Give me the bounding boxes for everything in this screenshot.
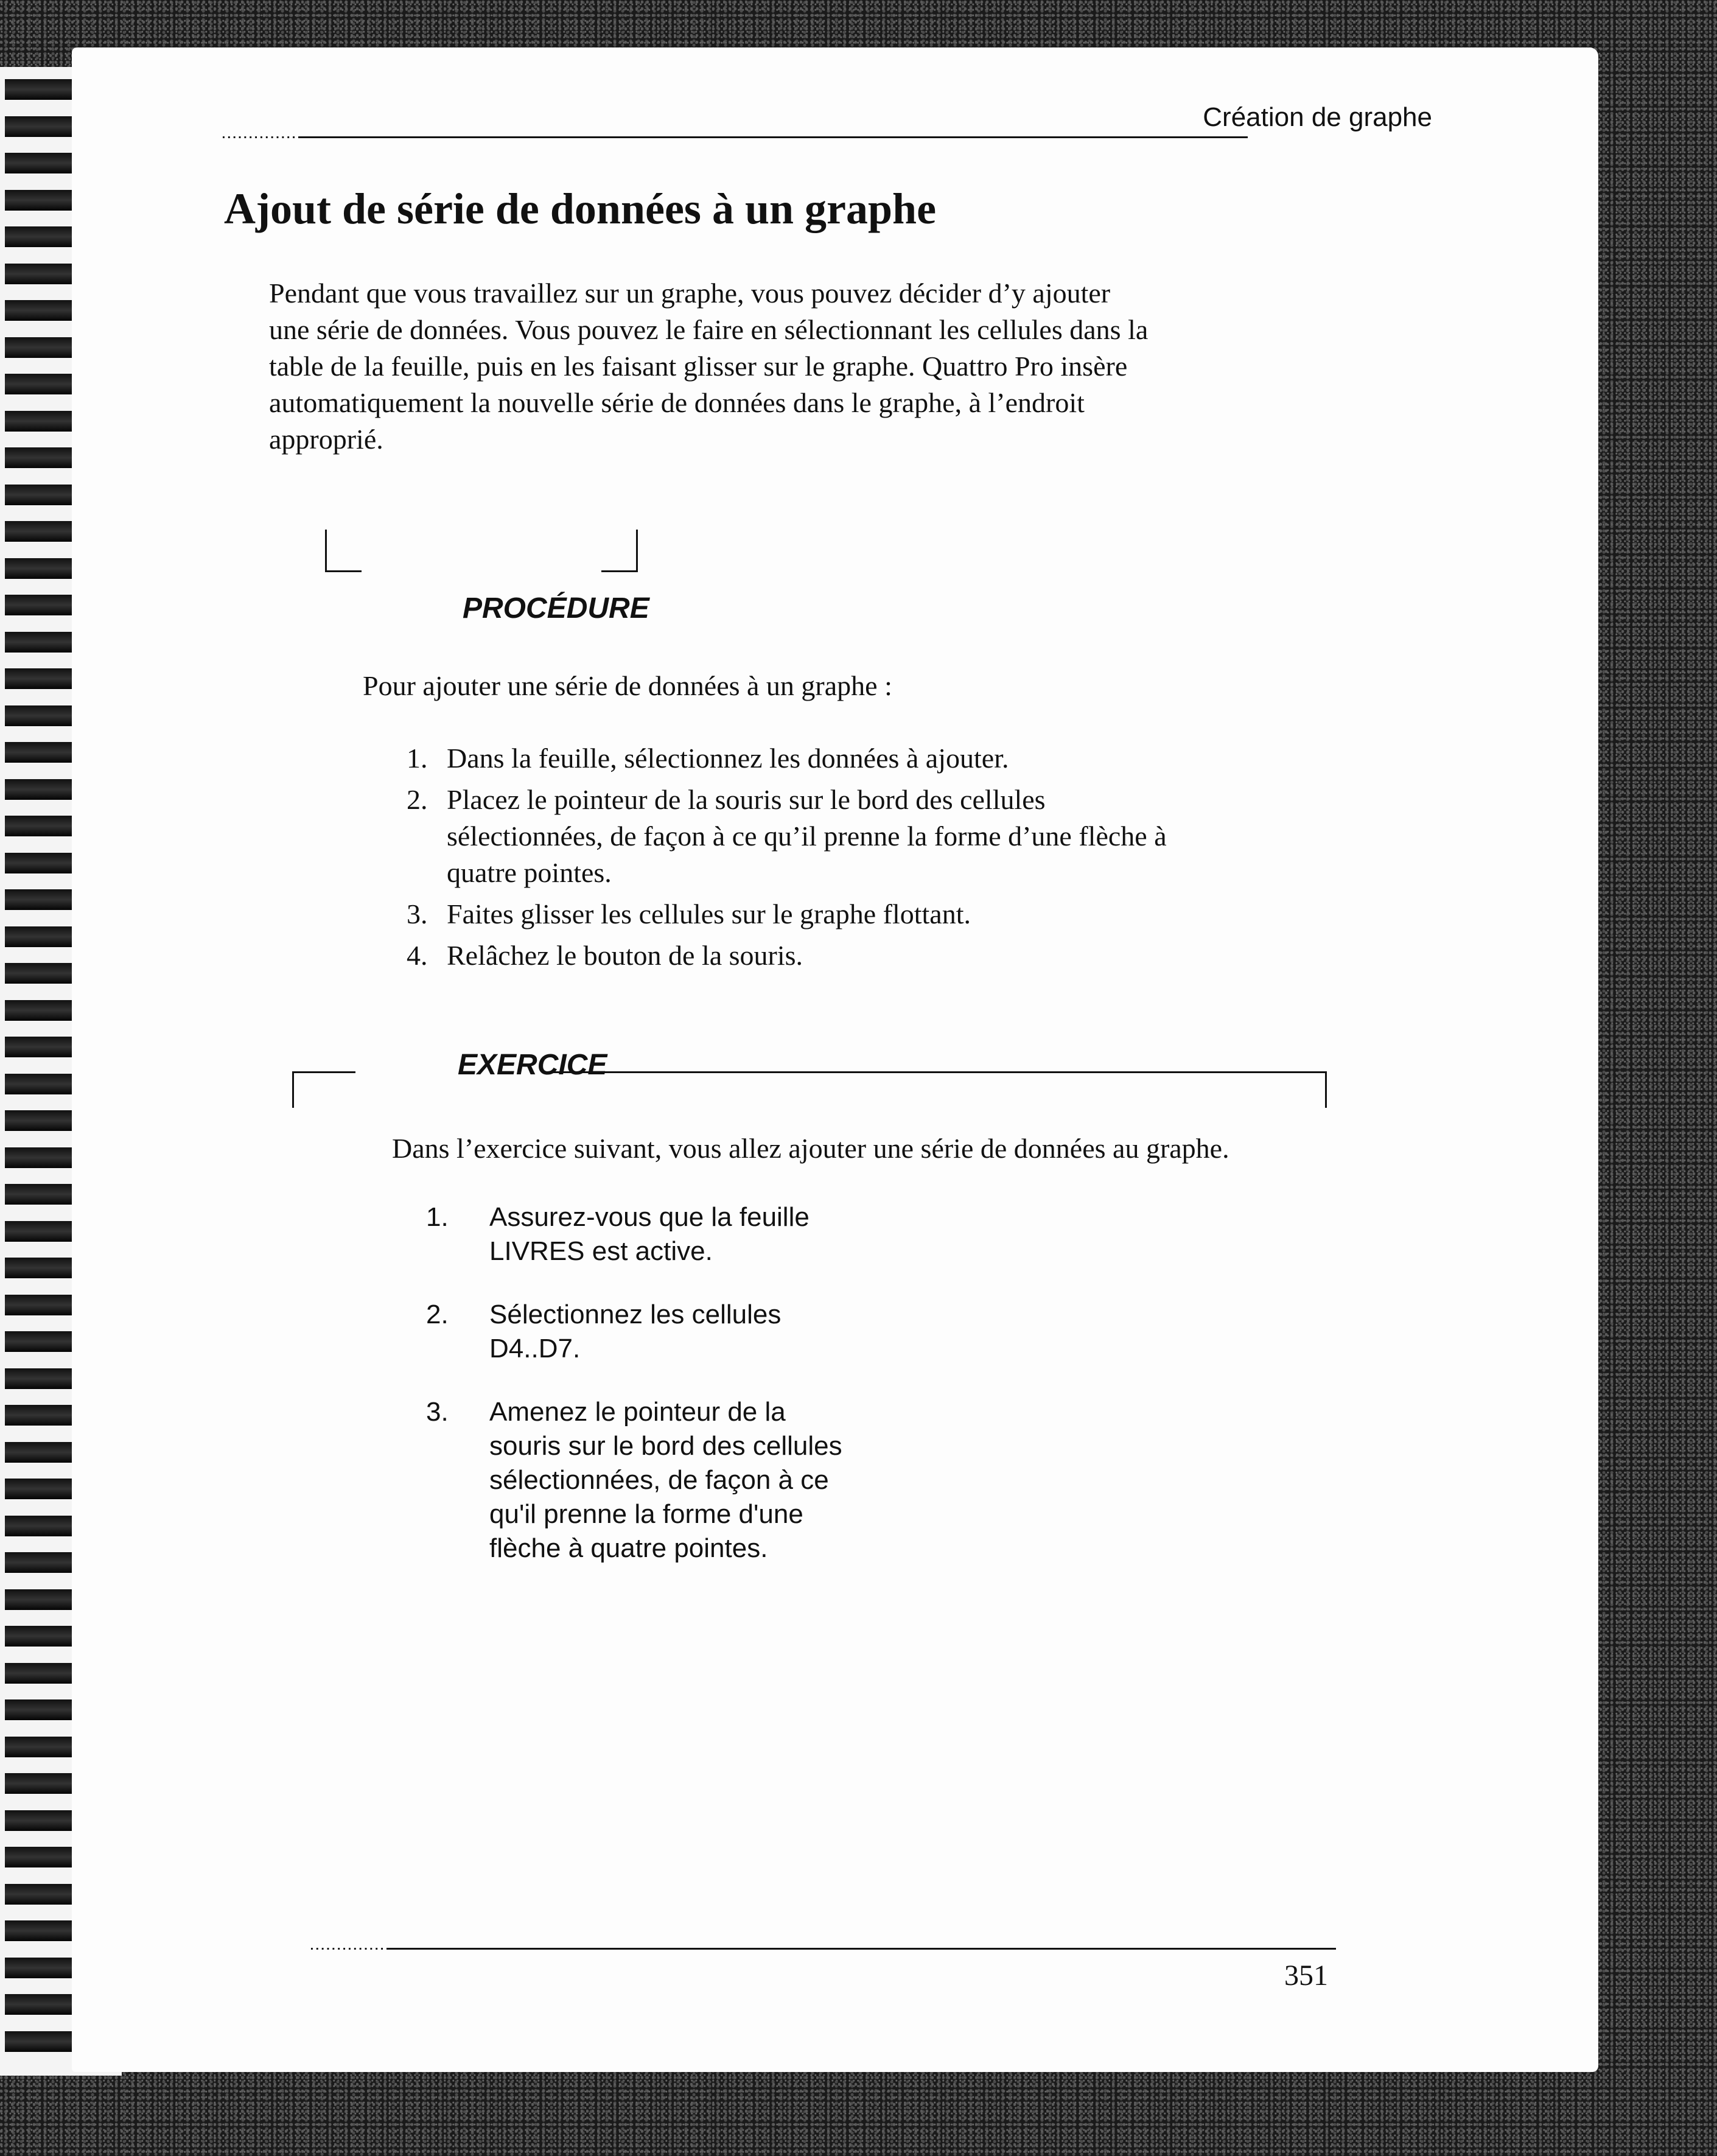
exercise-frame [292, 1071, 1327, 1108]
step-text: D4..D7. [489, 1334, 581, 1363]
procedure-steps [407, 740, 1332, 979]
step-text: sélectionnées, de façon à ce [489, 1465, 829, 1495]
step-text: Relâchez le bouton de la souris. [447, 940, 803, 971]
exercise-label: EXERCICE [458, 1049, 607, 1081]
exercise-step [426, 1200, 974, 1269]
step-text: souris sur le bord des cellules [489, 1431, 842, 1461]
step-number: 4. [407, 940, 428, 971]
procedure-frame [325, 530, 638, 572]
step-text: Sélectionnez les cellules [489, 1300, 782, 1329]
frame-right-edge [1325, 1071, 1327, 1108]
procedure-step [407, 896, 1332, 933]
intro-line: une série de données. Vous pouvez le faire en sélectionnant les cellules dans la [269, 314, 1149, 345]
step-number: 3. [407, 898, 428, 929]
header-rule [219, 136, 1248, 138]
frame-right-edge [636, 530, 638, 572]
procedure-step [407, 937, 1332, 974]
frame-left-edge [292, 1071, 294, 1108]
exercise-step [426, 1298, 974, 1366]
step-number: 1. [426, 1202, 449, 1232]
step-text: qu'il prenne la forme d'une [489, 1499, 803, 1529]
procedure-step [407, 782, 1332, 891]
exercise-intro: Dans l’exercice suivant, vous allez ajouter une série de données au graphe. [392, 1133, 1229, 1164]
frame-top-left [292, 1071, 355, 1073]
footer-rule [307, 1948, 1336, 1950]
step-text: Placez le pointeur de la souris sur le bord des cellules [447, 784, 1046, 815]
step-text: Faites glisser les cellules sur le graphe flottant. [447, 898, 971, 929]
exercise-steps [426, 1200, 974, 1595]
frame-top-right [550, 1071, 1327, 1073]
frame-bottom-left [325, 570, 362, 572]
step-text: sélectionnées, de façon à ce qu’il prenne la forme d’une flèche à [447, 821, 1167, 852]
page-number: 351 [1284, 1959, 1328, 1992]
running-header: Création de graphe [1203, 102, 1432, 132]
step-text: flèche à quatre pointes. [489, 1533, 768, 1563]
step-number: 2. [407, 784, 428, 815]
step-text: Dans la feuille, sélectionnez les données à ajouter. [447, 743, 1009, 774]
intro-line: table de la feuille, puis en les faisant glisser sur le graphe. Quattro Pro insère [269, 351, 1128, 382]
procedure-label: PROCÉDURE [463, 592, 649, 625]
intro-paragraph [269, 275, 1316, 458]
procedure-intro: Pour ajouter une série de données à un graphe : [363, 670, 892, 701]
step-text: Assurez-vous que la feuille [489, 1202, 810, 1232]
step-text: LIVRES est active. [489, 1236, 713, 1266]
intro-line: Pendant que vous travaillez sur un graphe, vous pouvez décider d’y ajouter [269, 278, 1111, 309]
step-number: 3. [426, 1397, 449, 1427]
procedure-step [407, 740, 1332, 777]
page-title: Ajout de série de données à un graphe [224, 184, 937, 233]
frame-left-edge [325, 530, 327, 572]
step-number: 1. [407, 743, 428, 774]
exercise-step [426, 1395, 974, 1566]
step-text: quatre pointes. [447, 857, 612, 888]
intro-line: automatiquement la nouvelle série de données dans le graphe, à l’endroit [269, 387, 1085, 418]
step-number: 2. [426, 1300, 449, 1329]
frame-bottom-right [601, 570, 638, 572]
step-text: Amenez le pointeur de la [489, 1397, 786, 1427]
intro-line: approprié. [269, 424, 383, 455]
